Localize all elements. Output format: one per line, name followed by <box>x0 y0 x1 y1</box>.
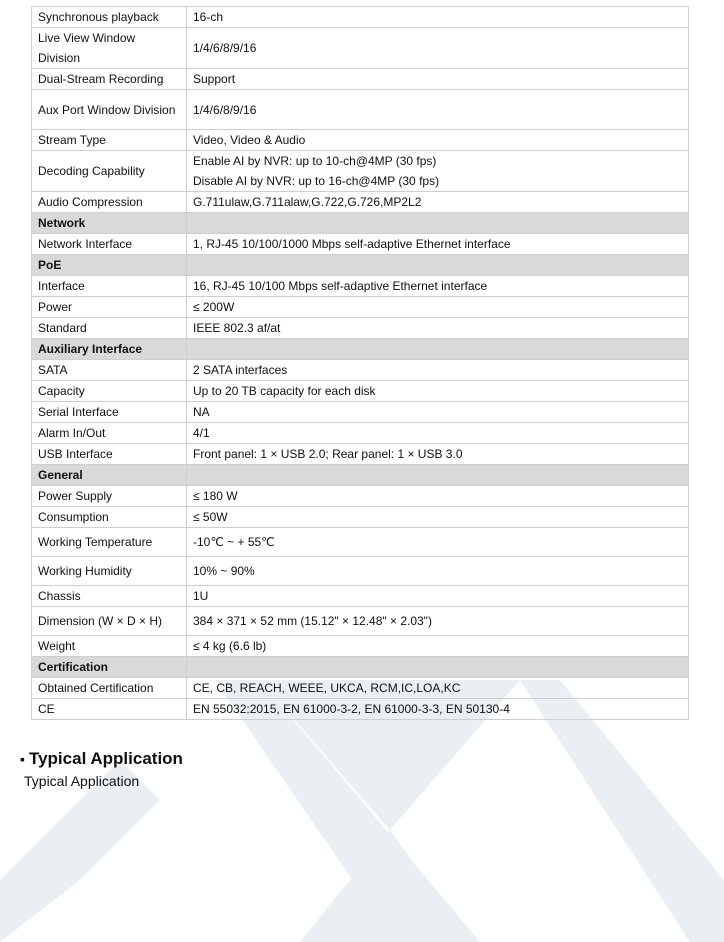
spec-label: Dual-Stream Recording <box>32 69 187 90</box>
spec-value <box>187 423 689 444</box>
section-header-row <box>32 339 689 360</box>
spec-label: Stream Type <box>32 130 187 151</box>
spec-value <box>187 381 689 402</box>
spec-label: Power <box>32 297 187 318</box>
spec-value <box>187 234 689 255</box>
section-title: Network <box>32 213 187 234</box>
spec-row <box>32 636 689 657</box>
spec-label: SATA <box>32 360 187 381</box>
spec-row <box>32 381 689 402</box>
spec-value <box>187 7 689 28</box>
spec-value-line: ≤ 180 W <box>193 489 238 503</box>
spec-value <box>187 90 689 130</box>
spec-value-line: 4/1 <box>193 426 210 440</box>
spec-label: USB Interface <box>32 444 187 465</box>
spec-value-line: 1, RJ-45 10/100/1000 Mbps self-adaptive Ethernet interface <box>193 237 511 251</box>
section-fill <box>187 339 689 360</box>
spec-value-line: 16-ch <box>193 10 224 24</box>
spec-value <box>187 360 689 381</box>
spec-value <box>187 507 689 528</box>
spec-value <box>187 402 689 423</box>
spec-value <box>187 69 689 90</box>
spec-label: Standard <box>32 318 187 339</box>
spec-value <box>187 528 689 557</box>
spec-row <box>32 130 689 151</box>
spec-row <box>32 318 689 339</box>
spec-label: Audio Compression <box>32 192 187 213</box>
section-title: General <box>32 465 187 486</box>
spec-row <box>32 528 689 557</box>
spec-value <box>187 444 689 465</box>
section-header-row <box>32 465 689 486</box>
spec-row <box>32 234 689 255</box>
section-title: Auxiliary Interface <box>32 339 187 360</box>
bullet-icon: ▪ <box>20 751 25 767</box>
spec-label: Interface <box>32 276 187 297</box>
spec-value-line: Enable AI by NVR: up to 10-ch@4MP (30 fps) <box>193 154 437 168</box>
spec-value <box>187 276 689 297</box>
spec-value <box>187 318 689 339</box>
spec-label: Chassis <box>32 586 187 607</box>
spec-label: Working Humidity <box>32 557 187 586</box>
spec-value-line: -10℃ ~ + 55℃ <box>193 535 275 549</box>
section-header-row <box>32 213 689 234</box>
spec-row <box>32 507 689 528</box>
spec-table-body <box>32 7 689 720</box>
spec-value-line: ≤ 50W <box>193 510 228 524</box>
section-header-row <box>32 657 689 678</box>
spec-value-line: G.711ulaw,G.711alaw,G.722,G.726,MP2L2 <box>193 195 422 209</box>
spec-row <box>32 699 689 720</box>
spec-row <box>32 276 689 297</box>
spec-row <box>32 486 689 507</box>
spec-value-line: 1/4/6/8/9/16 <box>193 41 257 55</box>
spec-value <box>187 130 689 151</box>
spec-row <box>32 444 689 465</box>
spec-row <box>32 28 689 69</box>
spec-value-line: EN 55032:2015, EN 61000-3-2, EN 61000-3-3, EN 50130-4 <box>193 702 510 716</box>
spec-value-line: NA <box>193 405 210 419</box>
section-title: Certification <box>32 657 187 678</box>
spec-value-line: 384 × 371 × 52 mm (15.12" × 12.48" × 2.03") <box>193 614 432 628</box>
spec-label: Decoding Capability <box>32 151 187 192</box>
section-fill <box>187 213 689 234</box>
spec-value-line: Video, Video & Audio <box>193 133 306 147</box>
spec-label: Alarm In/Out <box>32 423 187 444</box>
spec-value-line: ≤ 4 kg (6.6 lb) <box>193 639 267 653</box>
spec-label: Obtained Certification <box>32 678 187 699</box>
spec-label: Working Temperature <box>32 528 187 557</box>
typical-application-text: Typical Application <box>24 773 140 789</box>
spec-value-line: 1/4/6/8/9/16 <box>193 102 257 117</box>
spec-row <box>32 423 689 444</box>
section-fill <box>187 657 689 678</box>
spec-value-line: 1U <box>193 589 209 603</box>
spec-row <box>32 192 689 213</box>
spec-value-line: Disable AI by NVR: up to 16-ch@4MP (30 fps) <box>193 174 440 188</box>
spec-label: Capacity <box>32 381 187 402</box>
typical-application-title: Typical Application <box>28 749 183 768</box>
spec-value-line: Up to 20 TB capacity for each disk <box>193 384 376 398</box>
spec-value <box>187 486 689 507</box>
spec-label: Weight <box>32 636 187 657</box>
spec-table <box>31 6 689 720</box>
typical-application-heading <box>20 748 183 770</box>
spec-value-line: Support <box>193 72 236 86</box>
section-fill <box>187 255 689 276</box>
spec-label: Consumption <box>32 507 187 528</box>
spec-label: CE <box>32 699 187 720</box>
spec-row <box>32 557 689 586</box>
section-fill <box>187 465 689 486</box>
spec-value-line: IEEE 802.3 af/at <box>193 321 281 335</box>
spec-label: Serial Interface <box>32 402 187 423</box>
spec-row <box>32 678 689 699</box>
spec-row <box>32 151 689 192</box>
spec-label: Aux Port Window Division <box>32 90 187 130</box>
spec-label: Synchronous playback <box>32 7 187 28</box>
spec-label: Live View Window Division <box>32 28 187 69</box>
spec-row <box>32 69 689 90</box>
spec-value <box>187 636 689 657</box>
spec-value-line: CE, CB, REACH, WEEE, UKCA, RCM,IC,LOA,KC <box>193 681 461 695</box>
section-header-row <box>32 255 689 276</box>
spec-value-line: 2 SATA interfaces <box>193 363 288 377</box>
section-title: PoE <box>32 255 187 276</box>
spec-row <box>32 586 689 607</box>
spec-value-line: 10% ~ 90% <box>193 564 255 578</box>
spec-value <box>187 297 689 318</box>
spec-row <box>32 7 689 28</box>
spec-value-line: Front panel: 1 × USB 2.0; Rear panel: 1 × USB 3.0 <box>193 447 463 461</box>
spec-label: Network Interface <box>32 234 187 255</box>
spec-value <box>187 699 689 720</box>
spec-value <box>187 678 689 699</box>
spec-value <box>187 151 689 192</box>
spec-value <box>187 607 689 636</box>
spec-value <box>187 28 689 69</box>
spec-row <box>32 297 689 318</box>
spec-value <box>187 557 689 586</box>
spec-label: Power Supply <box>32 486 187 507</box>
spec-label: Dimension (W × D × H) <box>32 607 187 636</box>
spec-row <box>32 90 689 130</box>
spec-value-line: 16, RJ-45 10/100 Mbps self-adaptive Ethernet interface <box>193 279 488 293</box>
spec-row <box>32 360 689 381</box>
spec-value <box>187 586 689 607</box>
spec-value-line: ≤ 200W <box>193 300 235 314</box>
spec-value <box>187 192 689 213</box>
spec-row <box>32 402 689 423</box>
spec-row <box>32 607 689 636</box>
